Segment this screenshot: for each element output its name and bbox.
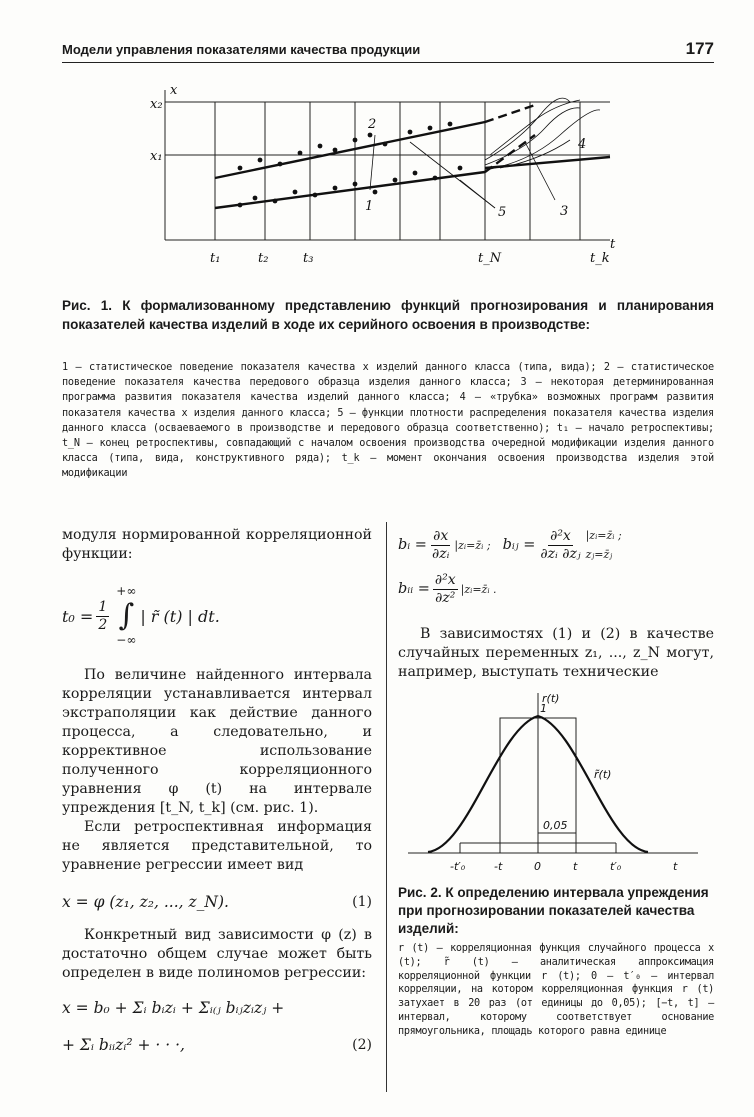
fig2-tick-t: t (573, 860, 578, 873)
y-axis-label: x (170, 83, 178, 98)
x-tick-tk: t_k (590, 251, 610, 266)
curve-label-2: 2 (368, 117, 377, 132)
left-paragraph-2: По величине найденного интервала корреляции устанавливается интервал экстраполяции как действие данного процесса, а следовательно, и коррективное использование полученного корреляционного уравнения φ (t) на интервале упреждения [t_N, t_k] (см. рис. 1). (62, 667, 372, 816)
fig2-tick-zero: 0 (534, 860, 541, 873)
column-divider (386, 522, 387, 1092)
fig2-tick-neg-t: -t (494, 860, 503, 873)
figure-1-caption: Рис. 1. К формализованному представлению функций прогнозирования и планирования показателей качества изделий в ходе их серийного освоения в производстве: (62, 298, 714, 332)
x-axis-label: t (610, 237, 616, 252)
fig2-level-label: 0,05 (543, 819, 568, 832)
curve-label-3: 3 (560, 204, 569, 219)
page-number: 177 (685, 39, 714, 58)
curve-label-5: 5 (498, 205, 507, 220)
fig2-tick-neg-t0: -t′₀ (450, 860, 466, 873)
right-column (398, 526, 714, 1039)
equation-2: x = b₀ + Σᵢ bᵢzᵢ + Σᵢ₍ⱼ bᵢⱼzᵢzⱼ + + Σᵢ bᵢᵢzᵢ² + · · ·, (2) (62, 999, 372, 1054)
fig2-peak-label: 1 (540, 702, 547, 715)
figure-2-caption: Рис. 2. К определению интервала упреждения при прогнозировании показателей качества изделий: (398, 885, 709, 936)
equation-1: x = φ (z₁, z₂, ..., z_N). (1) (62, 893, 372, 911)
x-tick-tN: t_N (478, 251, 502, 266)
left-paragraph-3: Если ретроспективная информация не является представительной, то уравнение регрессии имеет вид (62, 819, 372, 873)
fig2-axis-t: t (673, 860, 678, 873)
formula-bi-bij: bᵢ = $\frac{\partial x}{\text{∂zᵢ}}$ |zᵢ=z̄ᵢ ; bᵢⱼ = $\frac{\text{∂²x}}{\text{∂zᵢ ∂zⱼ}}$ |zᵢ=z̄ᵢ ; zⱼ=z̄ⱼ (398, 527, 622, 562)
fig2-tick-t0: t′₀ (610, 860, 622, 873)
page-header (62, 36, 714, 63)
x-tick-t1: t₁ (210, 251, 221, 266)
figure-2-legend: r (t) — корреляционная функция случайного процесса x (t); r̃ (t) — аналитическая аппроксимация корреляционной функции r (t); 0 — t′₀ — интервал корреляции, на котором корреляционная функция r (t) затухает в 20 раз (от единицы до 0,05); [−t, t] — интервал, которому соответствует основание прямоугольника, площадь которого равна единице (398, 943, 714, 1037)
formula-t0: t₀ = $\frac{1}{2}$ +∞ ∫ −∞ | r̃ (t) | dt. (62, 584, 220, 647)
figure-1-legend: 1 — статистическое поведение показателя качества x изделий данного класса (типа, вида); 2 — статистическое поведение показателя качества передового образца изделия данного класса; 3 — некоторая детерминированная программа развития показателя качества изделий данного класса; 4 — «трубка» возможных программ развития показателя качества x изделия данного класса; 5 — функции плотности распределения показателя качества изделия данного класса (осваеваемого в производстве и передового образца соответственно); t₁ — начало ретроспективы; t_N — конец ретроспективы, совпадающий с началом освоения производства очередной модификации изделия данного класса (типа, вида, конструктивного ряда); t_k — момент окончания освоения производства изделия этой модификации (62, 362, 714, 480)
formula-bii: bᵢᵢ = $\frac{\text{∂²x}}{\text{∂z²}}$ |zᵢ=z̄ᵢ . (398, 572, 497, 606)
fig2-y-label: r(t) (542, 692, 560, 705)
figure-2 (398, 688, 698, 878)
y-tick-x1: x₁ (150, 149, 163, 164)
figure-1 (140, 80, 640, 275)
running-title: Модели управления показателями качества продукции (62, 42, 421, 57)
curve-3-program (485, 157, 610, 168)
left-paragraph-1: модуля нормированной корреляционной функции: (62, 527, 372, 562)
curve-2-trend (215, 122, 485, 178)
curve-label-4: 4 (578, 137, 587, 152)
left-column (62, 526, 372, 1055)
x-tick-t2: t₂ (258, 251, 269, 266)
x-tick-t3: t₃ (303, 251, 314, 266)
left-paragraph-4: Конкретный вид зависимости φ (z) в достаточно общем случае может быть определен в виде полиномов регрессии: (62, 927, 372, 981)
curve-label-1: 1 (365, 199, 374, 214)
fig2-curve-label: r̃(t) (594, 768, 612, 781)
y-tick-x2: x₂ (150, 97, 163, 112)
right-paragraph-1: В зависимостях (1) и (2) в качестве случайных переменных z₁, ..., z_N могут, например, выступать технические (398, 626, 714, 680)
curve-1-trend (215, 172, 485, 208)
